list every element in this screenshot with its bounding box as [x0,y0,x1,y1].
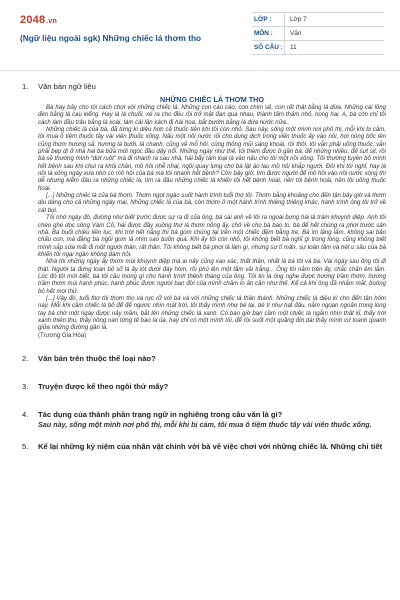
question-2 [22,354,386,364]
page-header [0,0,400,52]
question-text: Văn bản ngữ liệu [38,82,96,91]
question-text: Văn bản trên thuộc thể loại nào? [38,354,156,363]
logo-main: 2048 [20,14,46,26]
meta-row-question-count [252,41,384,55]
worksheet-title: (Ngữ liệu ngoài sgk) Những chiếc lá thơm tho [20,33,202,43]
site-logo[interactable] [20,14,57,26]
passage-paragraph: [...] Vậy đó, tuổi thơ tôi thơm tho và rực rỡ với bà và với những chiếc lá thần thánh. Những chiếc lá diệu kì cho đến tận hôm nay. Mỗi khi cầm chiếc lá bỏ để để ngược nhìn mặt trời, tôi thấy mình như bé lại, bé tí như hạt đậu, nằm ngoan ngoãn trong lòng tay bà chờ một ngày được nảy mầm, bắt lên những chiếc lá xanh. Có bao giờ bạn cầm một chiếc lá ngắm nhìn thật kĩ, thấy trời xanh thiên thu, thấy nồng nàn từng tế bào lá ủa, hay chỉ có một mình tôi, để rồi suốt một quãng đời dài thấy mình cứ loanh quanh giữa những đường gân lá. [38,295,386,332]
meta-row-subject [252,27,384,41]
reading-passage [38,95,386,340]
question-list [22,82,386,452]
question-5 [22,442,386,452]
question-number: 1. [22,82,29,91]
meta-row-class [252,13,384,27]
meta-value: Lớp 7 [290,16,307,23]
logo-suffix: .vn [46,18,57,25]
passage-title: NHỮNG CHIẾC LÁ THƠM THO [160,95,264,104]
question-number: 5. [22,442,29,451]
passage-source: (Trương Gia Hòa) [38,332,87,339]
question-4-quote: Sau này, sống một mình nơi phố thị, mỗi khi bị cảm, tôi mua ô tiệm thuốc tây vài viên thuốc xống. [38,420,372,429]
question-text: Truyện được kể theo ngôi thứ mấy? [38,382,169,391]
meta-table [252,12,384,55]
passage-paragraph: Những chiếc lá của bà, đã từng kì diệu hơn cả thuốc tiên khi tôi còn nhỏ. Sau này, sống một mình nơi phố thị, mỗi khi bị cảm, tôi mua ô tiệm thuốc tây vài viên thuốc xống. Nấu một nồi nước rồi cho dung dịch trong viên thuốc ấy vào nồi, hơi nóng bốc lên cũng thơm hương sả, hương lá bưởi, lá chanh, cũng vẽ mỗ hôi, cũng thông mũi sáng khoái, rồi thôi, tôi vẫn phải uống thuốc, vẫn phải bẹp dí ở nhà hai ba bữa mới ngóc đầu dậy nổi. Những ngày như thế, tôi thèm được ở gần bà, để những nhiều, để sựt sịt, rồi bà sẽ thương mình “dứt ruột” mà đi nhanh ra sau nhà, hái bẩy tám loại lá vào nấu cho tôi một nồi xông. Tôi thường tuyên bố mình hết bệnh sau khi chui ra khỏi chăn, mồ hôi nhễ nhại, ngồi quay lưng cho bà lật áo lau mồ hôi khắp người. Đôi khi tôi nghĩ, hay là nồi lá xông ngày xưa nhờ có mồ hôi của bà mà tôi nhanh hết bệnh? Còn bây giờ, tìm được người để mồ hôi vào nồi nước xông thì dễ nhưng kiếm đâu ra những chiếc lá, tìm ra đâu những chiếc lá khiến tôi hết bệnh hoài, nên tôi bệnh hoài, nên tôi uống thuốc hoài. [38,127,386,192]
meta-value: Văn [290,30,302,37]
header-divider [0,70,400,71]
question-number: 3. [22,382,29,391]
meta-key: LỚP : [252,13,285,26]
question-text: Tác dụng của thành phần trạng ngữ in nghiêng trong câu văn là gì? [38,410,283,419]
meta-key: SỐ CÂU : [252,41,285,54]
passage-paragraph: [...] Những chiếc lá của bà thơm. Thơm ngọt ngào suốt hành trình tuổi thơ tôi. Thơm bằng khoảng cho đến tận bây giờ và thơm dịu dàng cho cả những ngày mai. Những chiếc lá của bà, còn thơm ở một hành trình thiêng thiêng khác, hành trình ông tôi trở về cát bụi. [38,193,386,214]
meta-value: 11 [290,44,297,51]
question-4 [22,410,386,420]
passage-paragraph: Nhà tôi những ngày ấy thơm mùi khuynh diệp mà ai nấy cũng xao xác, thất thần, nhất là bà tôi và ba. Vài ngày sau ông tôi đi thật. Người ta đứng toàn bộ số lá ấy lót dưới đáy hòm, rồi phủ lên một tấm vải trắng... Ông tôi nằm trên ấy, chắc chăn êm lắm. Lúc đó tôi mới biết, bà tôi cầu mong gì cho hành trình thênh thang của ông. Tôi tin là ông nghe được hương trầm thơm, hương trầm thơm mùi hạnh phúc, hạnh phúc được người bạn đời của mình chăm lo ân cần như thế. Kể cả khi ông đã nhắm mắt, buông bỏ hết mọi thứ. [38,259,386,295]
question-number: 4. [22,410,29,419]
passage-paragraph: Tôi nhớ ngày đó, đường như biết trước được sự ra đi của ông, bà sai anh về tôi ra ngoài bưng hái lá trám khuynh diệp. Anh tôi chèo ghe dọc sông Vàm Cỏ, hái được đầy xuồng thứ lá thơm nồng ấy, chở về cho bà bao to, bà để hết chúng ra phơi trước sân nhà. Ba buổi chiều liền tục, khi trời hết nắng thì bà gom chúng lại trên một chiếc đệm bằng tre. Bà im lặng lắm, không sai bảo chấu con, mà đăng bà ngồi gom lá nhìn sao buồn quá. Khi ấy tôi còn nhỏ, tôi không biết bà nghĩ gì trong lòng, cũng không biết mình sắp sửa mất đi một người thân, rất thân. Tôi không biết bà phơi lá làm gì, nhưng sự tỉ mẩn, sự toàn tâm và nét u sầu của bà khiến tôi ngại ngần không dám hỏi. [38,215,386,258]
question-text: Kể lại những kỷ niệm của nhân vật chính với bà về việc chơi với những chiếc lá. Những chi tiết [38,442,383,451]
passage-paragraph: Bà hay bảy cho tôi cách chơi với những chiếc lá. Những cọn cáo cáo, con chim sẻ, con rết thật bằng lá dừa. Những cái lồng đèn bằng lá cau kiểng. Hay là lá chuối, xé ra cho đều rồi trở mặt đan qua nhau, thành tấm thảm nhỏ, nong hai. A, bà còn chỉ tôi cách làm đầu trâu bằng lá xoài, làm cái lần xách đi hái hoa, bắt bướm bằng lá dừa nước nữa.. [38,105,386,126]
question-1 [22,82,386,92]
meta-key: MÔN : [252,27,285,40]
question-number: 2. [22,354,29,363]
question-3 [22,382,386,392]
